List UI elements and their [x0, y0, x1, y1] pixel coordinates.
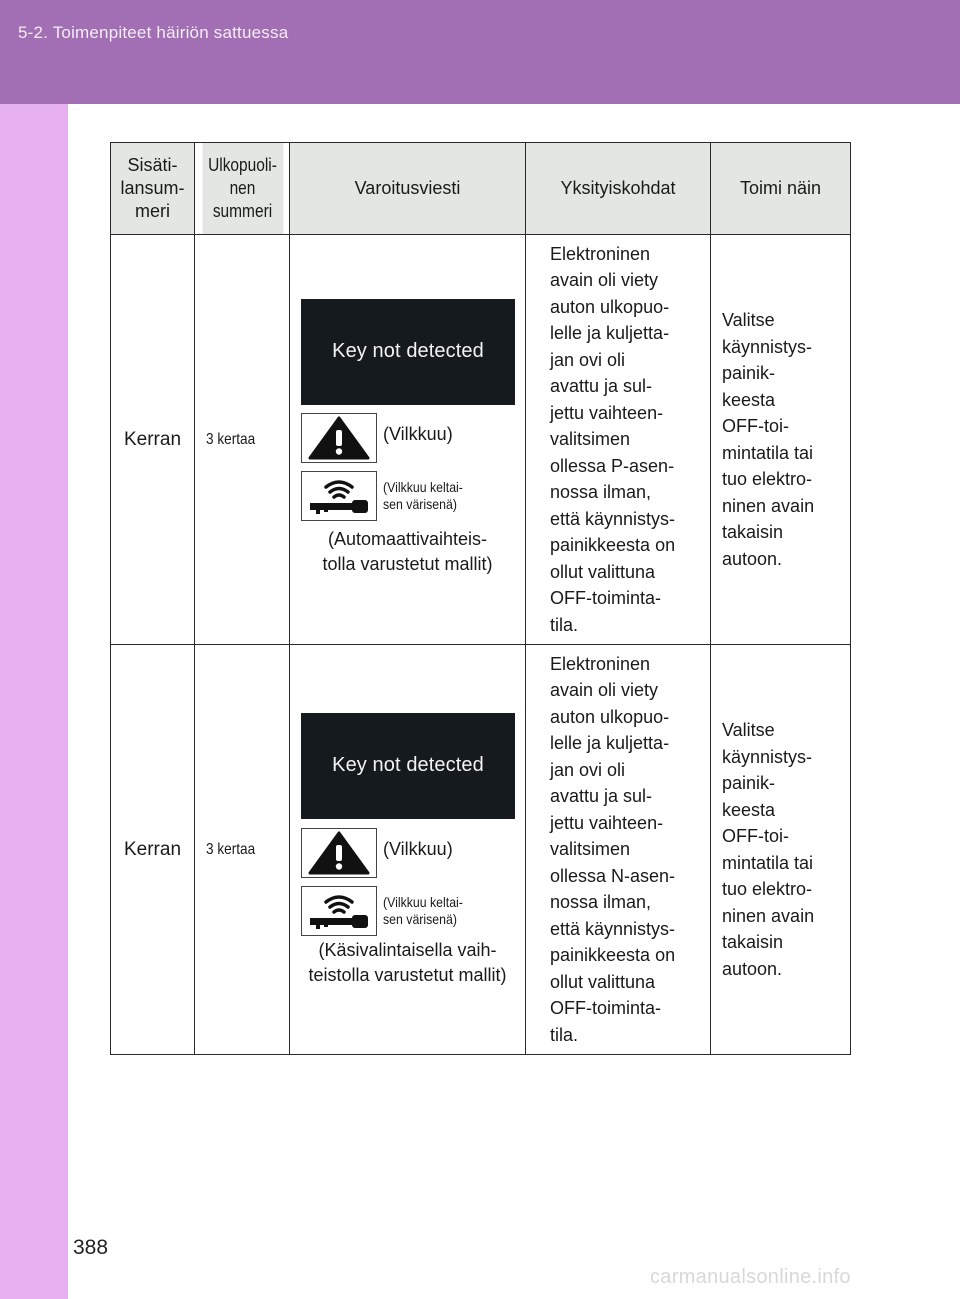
interior-buzzer-cell: Kerran	[111, 645, 195, 1055]
display-screen-text: Key not detected	[332, 754, 484, 776]
header-warning-message: Varoitusviesti	[290, 143, 526, 235]
action-cell: Valitse käynnistys- painik- keesta OFF-toi- mintatila tai tuo elektro- ninen avain takaisin autoon.	[711, 645, 851, 1055]
header-interior-buzzer: Sisäti- lansum- meri	[111, 143, 195, 235]
action-cell: Valitse käynnistys- painik- keesta OFF-toi- mintatila tai tuo elektro- ninen avain takaisin autoon.	[711, 235, 851, 645]
table-row	[111, 235, 851, 645]
header-band	[0, 0, 960, 104]
key-flash-label: (Vilkkuu keltai- sen värisenä)	[383, 893, 463, 927]
table-row	[111, 645, 851, 1055]
key-indicator-icon	[306, 475, 372, 517]
warning-flash-label: (Vilkkuu)	[383, 423, 453, 444]
warning-message-cell	[290, 645, 526, 1055]
key-indicator-icon	[306, 890, 372, 932]
interior-buzzer-cell: Kerran	[111, 235, 195, 645]
model-caption: (Käsivalintaisella vaih- teistolla varustetut mallit)	[308, 939, 507, 985]
warning-triangle-icon	[307, 830, 371, 876]
display-screen	[301, 299, 515, 405]
details-cell: Elektroninen avain oli viety auton ulkopuo- lelle ja kuljetta- jan ovi oli avattu ja sul- jettu vaihteen- valitsimen ollessa N-asen- nossa ilman, että käynnistys- painikkeesta on ollut valittuna OFF-toiminta- tila.	[526, 645, 711, 1055]
key-indicator-box	[301, 886, 377, 936]
details-cell: Elektroninen avain oli viety auton ulkopuo- lelle ja kuljetta- jan ovi oli avattu ja sul- jettu vaihteen- valitsimen ollessa P-asen- nossa ilman, että käynnistys- painikkeesta on ollut valittuna OFF-toiminta- tila.	[526, 235, 711, 645]
side-band	[0, 104, 68, 1299]
key-indicator-box	[301, 471, 377, 521]
display-screen	[301, 713, 515, 819]
header-exterior-buzzer: Ulkopuoli- nen summeri	[201, 143, 283, 235]
section-title: 5-2. Toimenpiteet häiriön sattuessa	[18, 23, 289, 42]
warning-triangle-icon	[307, 415, 371, 461]
warning-message-cell	[290, 235, 526, 645]
warning-flash-label: (Vilkkuu)	[383, 838, 453, 859]
warning-indicator-box	[301, 828, 377, 878]
header-details: Yksityiskohdat	[526, 143, 711, 235]
exterior-buzzer-cell: 3 kertaa	[195, 235, 290, 645]
key-flash-label: (Vilkkuu keltai- sen värisenä)	[383, 478, 463, 512]
warning-indicator-box	[301, 413, 377, 463]
warning-table	[110, 142, 851, 1055]
table-header-row	[111, 143, 851, 235]
model-caption: (Automaattivaihteis- tolla varustetut mallit)	[322, 528, 493, 574]
page-number: 388	[73, 1236, 109, 1259]
watermark: carmanualsonline.info	[650, 1266, 851, 1288]
display-screen-text: Key not detected	[332, 340, 484, 362]
header-action: Toimi näin	[711, 143, 851, 235]
exterior-buzzer-cell: 3 kertaa	[195, 645, 290, 1055]
